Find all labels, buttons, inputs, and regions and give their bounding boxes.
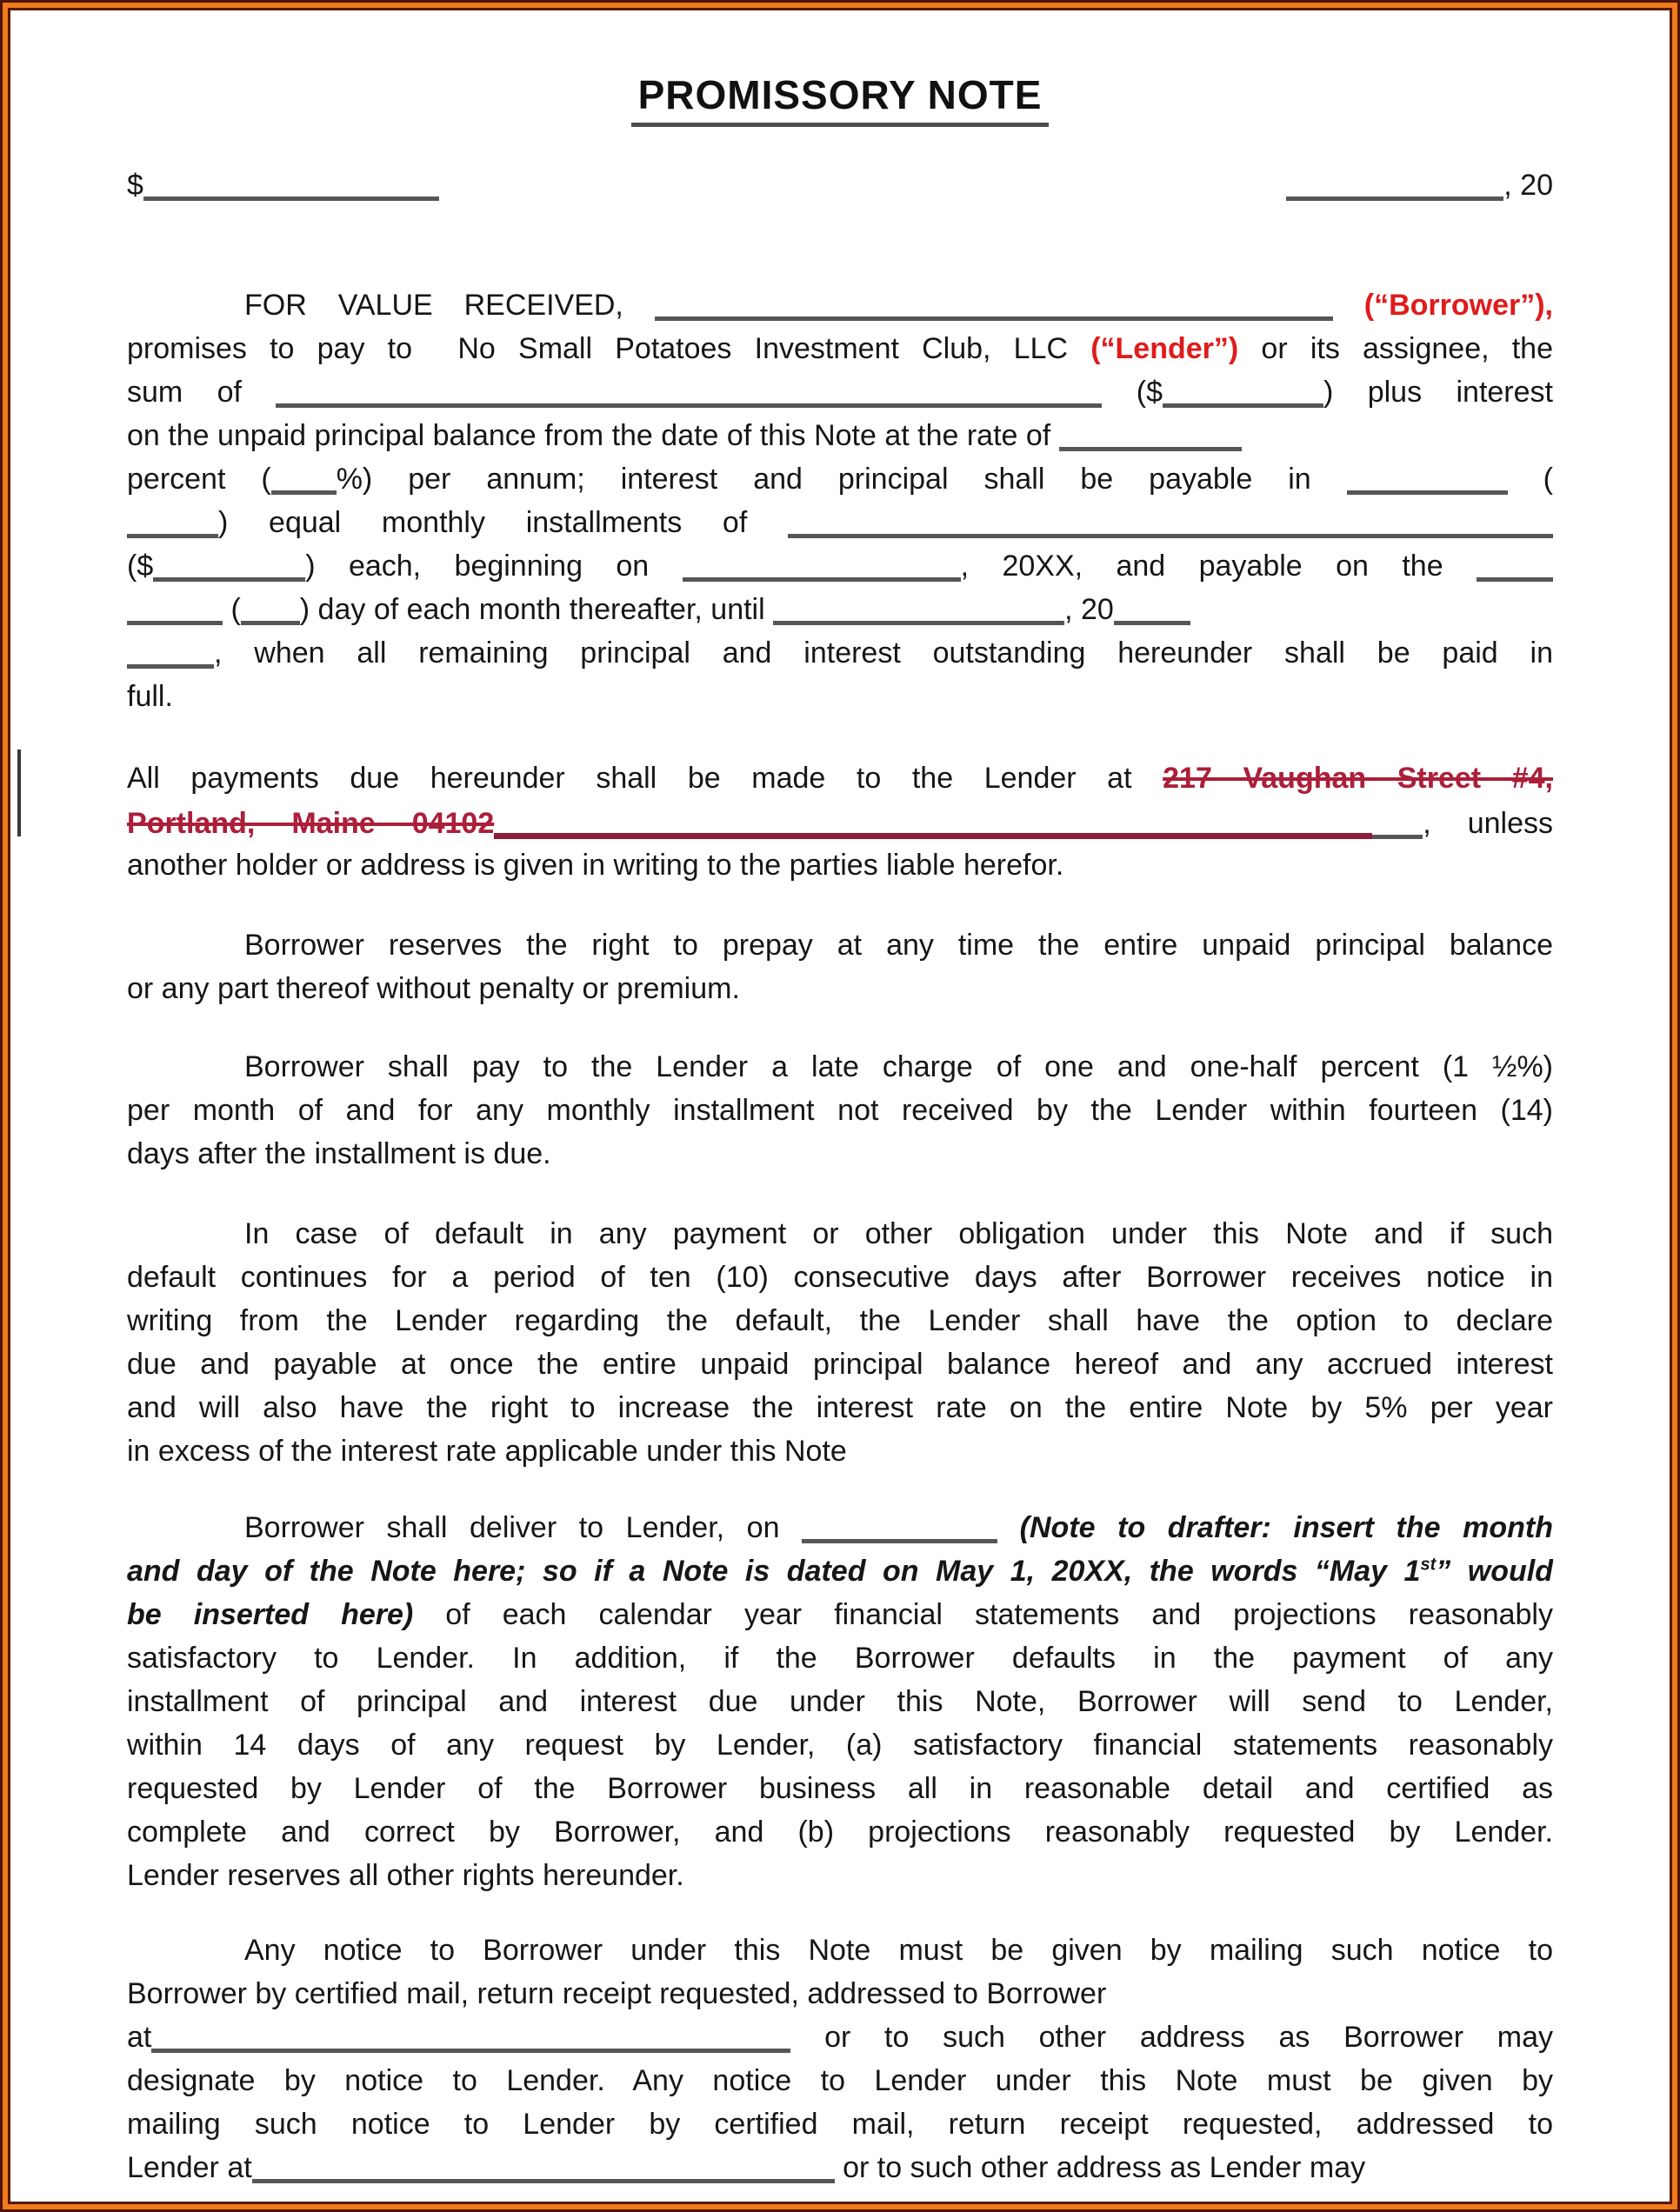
text-segment: ) each, beginning on: [305, 550, 683, 583]
text-line: [127, 1972, 1553, 2015]
text-line: [127, 1636, 1553, 1680]
text-line: [127, 1212, 1553, 1256]
blank-field: [271, 457, 337, 495]
text-segment: complete and correct by Borrower, and (b) projections reasonably requested by Lender.: [127, 1816, 1553, 1849]
text-line: [127, 1132, 1553, 1176]
text-line: [127, 923, 1553, 967]
text-line: [127, 1549, 1553, 1593]
text-segment: sum of: [127, 376, 277, 409]
text-line: [127, 2059, 1553, 2102]
text-line: [127, 588, 1553, 631]
blank-field: [788, 501, 1553, 538]
text-line: [127, 675, 1553, 718]
blank-field: [151, 2015, 790, 2053]
blank-field: [1372, 802, 1423, 839]
drafter-note-text: : insert the month: [1261, 1511, 1553, 1544]
blank-field: [276, 370, 1102, 408]
text-line: [127, 457, 1553, 501]
struck-red-text: Portland, Maine 04102: [127, 807, 495, 840]
text-segment: In case of default in any payment or other obligation under this Note and if such: [244, 1217, 1553, 1250]
text-line: [127, 1854, 1553, 1897]
text-line: [127, 2146, 1553, 2189]
blank-field: [127, 501, 218, 538]
amount-field-group: [127, 163, 439, 203]
blank-field: [655, 283, 1333, 321]
amount-blank: [143, 163, 439, 201]
text-line: [127, 414, 1553, 457]
text-segment: ($: [127, 550, 154, 583]
text-segment: days after the installment is due.: [127, 1137, 551, 1170]
text-segment: satisfactory to Lender. In addition, if the Borrower defaults in the payment of any: [127, 1642, 1553, 1675]
drafter-note-text: ” would: [1436, 1555, 1553, 1588]
text-segment: due and payable at once the entire unpaid principal balance hereof and any accrued interest: [127, 1348, 1553, 1381]
text-line: [127, 967, 1553, 1010]
blank-field: [773, 588, 1064, 625]
text-segment: requested by Lender of the Borrower business all in reasonable detail and certified as: [127, 1772, 1553, 1805]
text-line: [127, 1256, 1553, 1299]
text-segment: , unless: [1423, 807, 1553, 840]
struck-red-text: 217 Vaughan Street #4,: [1163, 762, 1553, 795]
blank-field: [683, 544, 961, 582]
text-segment: of each calendar year financial statements and projections reasonably: [413, 1598, 1553, 1631]
blank-field: [1163, 370, 1323, 408]
text-line: [127, 756, 1553, 800]
text-segment: Lender at: [127, 2151, 252, 2184]
text-line: [127, 843, 1553, 887]
text-line: [127, 1343, 1553, 1386]
text-line: [127, 501, 1553, 544]
text-line: [127, 800, 1553, 843]
text-line: [127, 1593, 1553, 1636]
text-segment: ) day of each month thereafter, until: [299, 593, 774, 626]
paragraph-for-value-received: [127, 283, 1553, 718]
title-wrap: [127, 71, 1553, 127]
text-segment: on the unpaid principal balance from the date of this Note at the rate of: [127, 419, 1059, 452]
paragraph-prepayment: [127, 923, 1553, 1010]
text-segment: Any notice to Borrower under this Note must be given by mailing such notice to: [244, 1934, 1553, 1967]
text-line: [127, 1680, 1553, 1723]
text-segment: %) per annum; interest and principal shall be payable in: [336, 463, 1347, 496]
blank-field: [127, 631, 214, 669]
text-line: [127, 1429, 1553, 1473]
text-segment: [1333, 289, 1364, 322]
text-segment: mailing such notice to Lender by certified mail, return receipt requested, addressed to: [127, 2108, 1553, 2141]
text-segment: writing from the Lender regarding the default, the Lender shall have the option to declare: [127, 1304, 1553, 1337]
text-line: [127, 370, 1553, 414]
red-text: (“Lender”): [1090, 332, 1239, 365]
blank-field: [127, 588, 223, 625]
red-text: (“Borrower”),: [1363, 289, 1553, 322]
text-segment: , when all remaining principal and interest outstanding hereunder shall be paid in: [214, 636, 1553, 670]
text-segment: ) plus interest: [1323, 376, 1553, 409]
document-body: [127, 283, 1553, 2189]
maroon-fill-blank: [494, 800, 1372, 839]
text-line: [127, 1506, 1553, 1549]
paragraph-financial-statements: [127, 1506, 1553, 1897]
drafter-note-text: be inserted here): [127, 1598, 414, 1631]
text-segment: default continues for a period of ten (10) consecutive days after Borrower receives notice in: [127, 1261, 1553, 1294]
year-prefix: , 20: [1503, 169, 1553, 202]
blank-field: [1477, 544, 1553, 582]
text-line: [127, 1299, 1553, 1343]
blank-field: [241, 588, 300, 625]
blank-field: [802, 1506, 997, 1543]
text-line: [127, 1723, 1553, 1767]
text-segment: , 20XX, and payable on the: [960, 550, 1477, 583]
text-segment: [997, 1511, 1020, 1544]
blank-field: [1114, 588, 1190, 625]
text-line: [127, 1386, 1553, 1429]
text-segment: at: [127, 2021, 152, 2054]
text-segment: Lender reserves all other rights hereunder.: [127, 1859, 684, 1892]
text-segment: installment of principal and interest due under this Note, Borrower will send to Lender,: [127, 1685, 1553, 1718]
text-segment: designate by notice to Lender. Any notice to Lender under this Note must be given by: [127, 2064, 1553, 2097]
text-segment: ) equal monthly installments of: [218, 506, 788, 539]
date-blank: [1286, 163, 1503, 201]
text-segment: full.: [127, 680, 173, 713]
text-line: [127, 1767, 1553, 1810]
change-bar: [17, 750, 21, 836]
text-line: [127, 327, 1553, 370]
blank-field: [1059, 414, 1242, 451]
text-line: [127, 2015, 1553, 2059]
blank-field: [153, 544, 305, 582]
text-segment: , 20: [1064, 593, 1114, 626]
text-segment: Borrower reserves the right to prepay at any time the entire unpaid principal balance: [244, 929, 1553, 962]
text-line: [127, 1810, 1553, 1854]
text-segment: (: [1507, 463, 1553, 496]
header-fields: [127, 163, 1553, 207]
text-segment: in excess of the interest rate applicable under this Note: [127, 1435, 847, 1468]
text-segment: or any part thereof without penalty or premium.: [127, 972, 740, 1005]
text-segment: per month of and for any monthly installment not received by the Lender within fourteen (14): [127, 1094, 1553, 1127]
text-segment: All payments due hereunder shall be made to the Lender at: [127, 762, 1163, 795]
text-segment: and will also have the right to increase the interest rate on the entire Note by 5% per year: [127, 1391, 1553, 1424]
blank-field: [1347, 457, 1508, 495]
text-line: [127, 544, 1553, 588]
text-segment: within 14 days of any request by Lender, (a) satisfactory financial statements reasonably: [127, 1729, 1553, 1762]
blank-field: [252, 2146, 835, 2183]
text-segment: percent (: [127, 463, 271, 496]
drafter-note-text: and day of the Note here; so if a Note is dated on May 1, 20XX, the words “May 1: [127, 1555, 1421, 1588]
text-segment: or to such other address as Lender may: [834, 2151, 1366, 2184]
paragraph-payments-address: [127, 756, 1553, 887]
paragraph-notices: [127, 1929, 1553, 2189]
paragraph-default: [127, 1212, 1553, 1473]
drafter-note-text: (Note to drafter: [1019, 1511, 1262, 1544]
text-segment: Borrower shall deliver to Lender, on: [244, 1511, 803, 1544]
text-segment: or its assignee, the: [1238, 332, 1553, 365]
text-segment: promises to pay to No Small Potatoes Investment Club, LLC: [127, 332, 1091, 365]
superscript-text: st: [1420, 1555, 1437, 1575]
text-segment: Borrower by certified mail, return receipt requested, addressed to Borrower: [127, 1977, 1107, 2010]
text-segment: FOR VALUE RECEIVED,: [244, 289, 655, 322]
text-segment: another holder or address is given in writing to the parties liable herefor.: [127, 849, 1064, 882]
text-segment: ($: [1102, 376, 1163, 409]
date-field-group: [1286, 163, 1553, 203]
page-content: [10, 10, 1670, 2202]
text-line: [127, 1089, 1553, 1132]
text-line: [127, 2102, 1553, 2146]
text-segment: Borrower shall pay to the Lender a late charge of one and one-half percent (1 ½%): [244, 1050, 1553, 1083]
text-segment: (: [223, 593, 241, 626]
currency-symbol: $: [127, 169, 143, 202]
text-line: [127, 1045, 1553, 1089]
text-line: [127, 283, 1553, 327]
text-line: [127, 631, 1553, 675]
paragraph-late-charge: [127, 1045, 1553, 1176]
text-line: [127, 1929, 1553, 1972]
document-title: PROMISSORY NOTE: [631, 71, 1050, 127]
text-segment: or to such other address as Borrower may: [790, 2021, 1553, 2054]
